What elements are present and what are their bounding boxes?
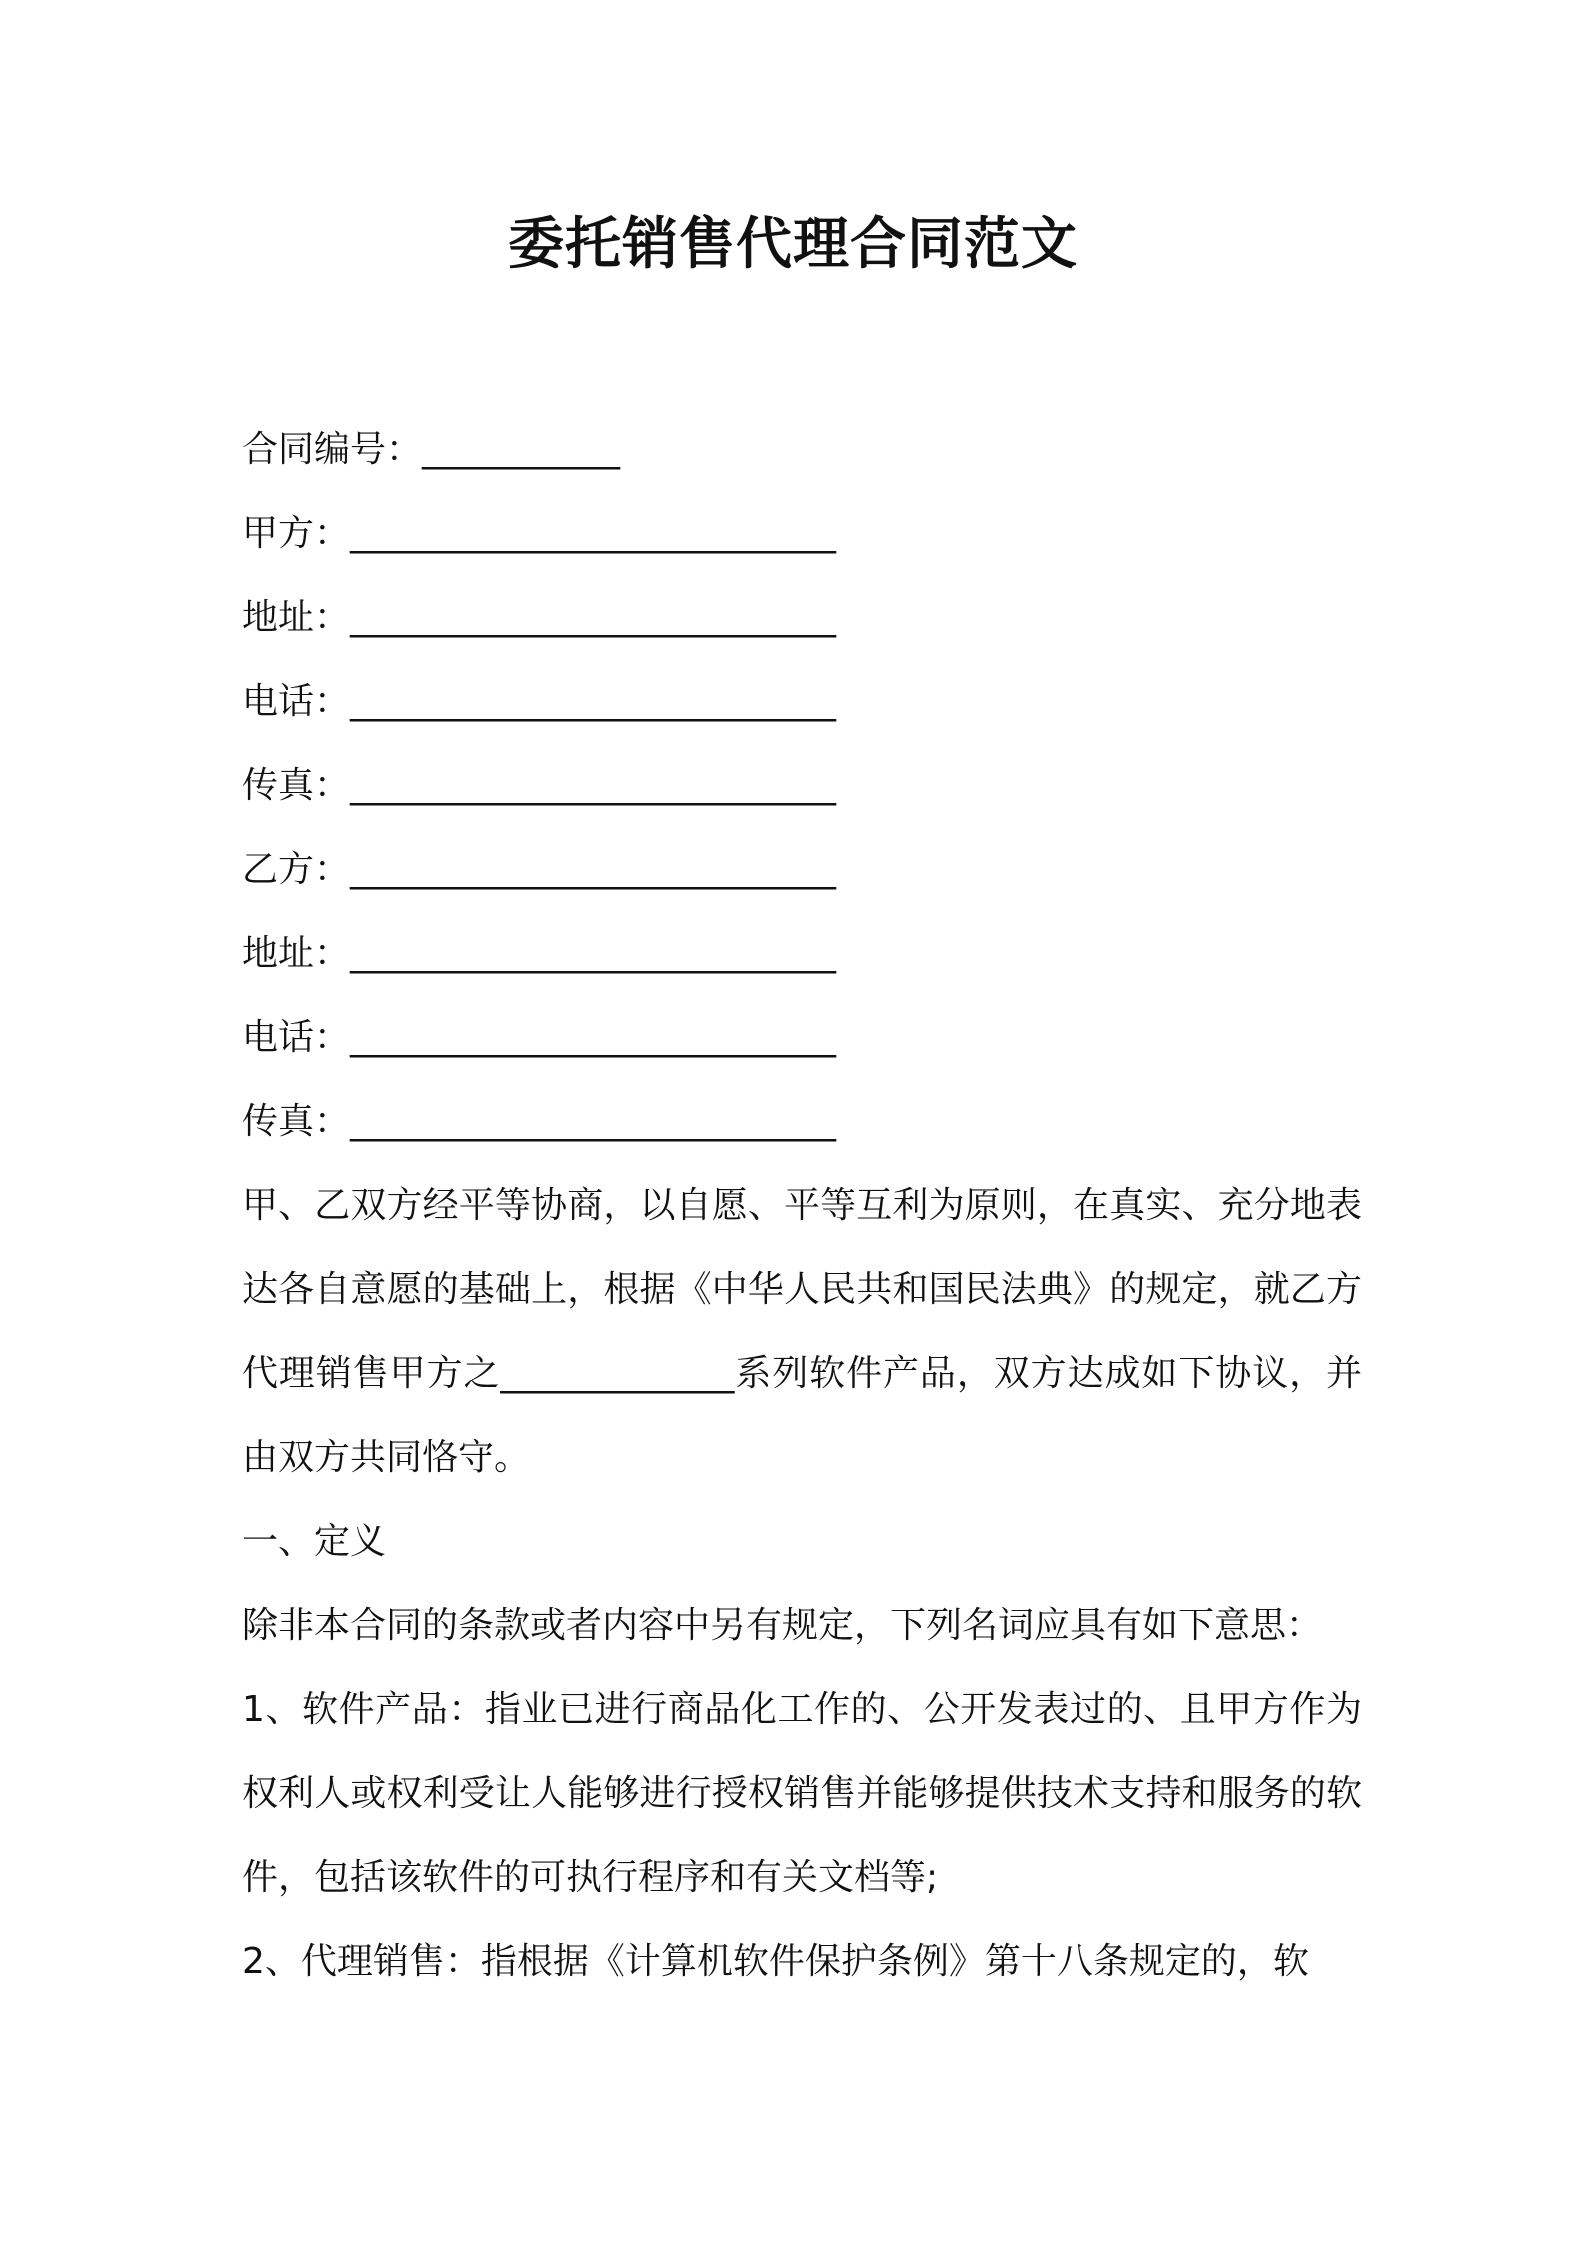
field-label: 地址： bbox=[242, 933, 351, 974]
field-blank: ___________ bbox=[422, 429, 621, 470]
preamble-paragraph: 甲、乙双方经平等协商，以自愿、平等互利为原则，在真实、充分地表达各自意愿的基础上，根据《中华人民共和国民法典》的规定，就乙方代理销售甲方之_____________系列软件产品，双方达成如下协议，并由双方共同恪守。 bbox=[242, 1185, 1362, 1478]
field-blank: ___________________________ bbox=[350, 849, 837, 890]
field-party-a-fax bbox=[242, 744, 1362, 828]
field-label: 电话： bbox=[242, 1017, 351, 1058]
field-party-a-phone bbox=[242, 660, 1362, 744]
field-party-a-address bbox=[242, 576, 1362, 660]
field-label: 合同编号： bbox=[242, 429, 423, 470]
definition-agency-sales: 2、代理销售：指根据《计算机软件保护条例》第十八条规定的，软 bbox=[242, 1941, 1309, 1982]
section-heading-definitions: 一、定义 bbox=[242, 1521, 387, 1562]
document-title: 委托销售代理合同范文 bbox=[508, 212, 1078, 277]
field-party-a bbox=[242, 492, 1362, 576]
field-blank: ___________________________ bbox=[350, 681, 837, 722]
definitions-intro-paragraph: 除非本合同的条款或者内容中另有规定，下列名词应具有如下意思： bbox=[242, 1605, 1323, 1646]
definition-software-product: 1、软件产品：指业已进行商品化工作的、公开发表过的、且甲方作为权利人或权利受让人能够进行授权销售并能够提供技术支持和服务的软件，包括该软件的可执行程序和有关文档等; bbox=[242, 1689, 1362, 1898]
field-label: 传真： bbox=[242, 1101, 351, 1142]
field-blank: ___________________________ bbox=[350, 597, 837, 638]
field-party-b-address bbox=[242, 912, 1362, 996]
field-party-b-fax bbox=[242, 1080, 1362, 1164]
field-label: 甲方： bbox=[242, 513, 351, 554]
document-body bbox=[242, 408, 1362, 2004]
field-blank: ___________________________ bbox=[350, 513, 837, 554]
field-label: 地址： bbox=[242, 597, 351, 638]
field-blank: ___________________________ bbox=[350, 1101, 837, 1142]
field-blank: ___________________________ bbox=[350, 765, 837, 806]
field-label: 传真： bbox=[242, 765, 351, 806]
field-label: 电话： bbox=[242, 681, 351, 722]
field-blank: ___________________________ bbox=[350, 933, 837, 974]
field-party-b-phone bbox=[242, 996, 1362, 1080]
field-contract-number bbox=[242, 408, 1362, 492]
field-blank: ___________________________ bbox=[350, 1017, 837, 1058]
field-party-b bbox=[242, 828, 1362, 912]
field-label: 乙方： bbox=[242, 849, 351, 890]
